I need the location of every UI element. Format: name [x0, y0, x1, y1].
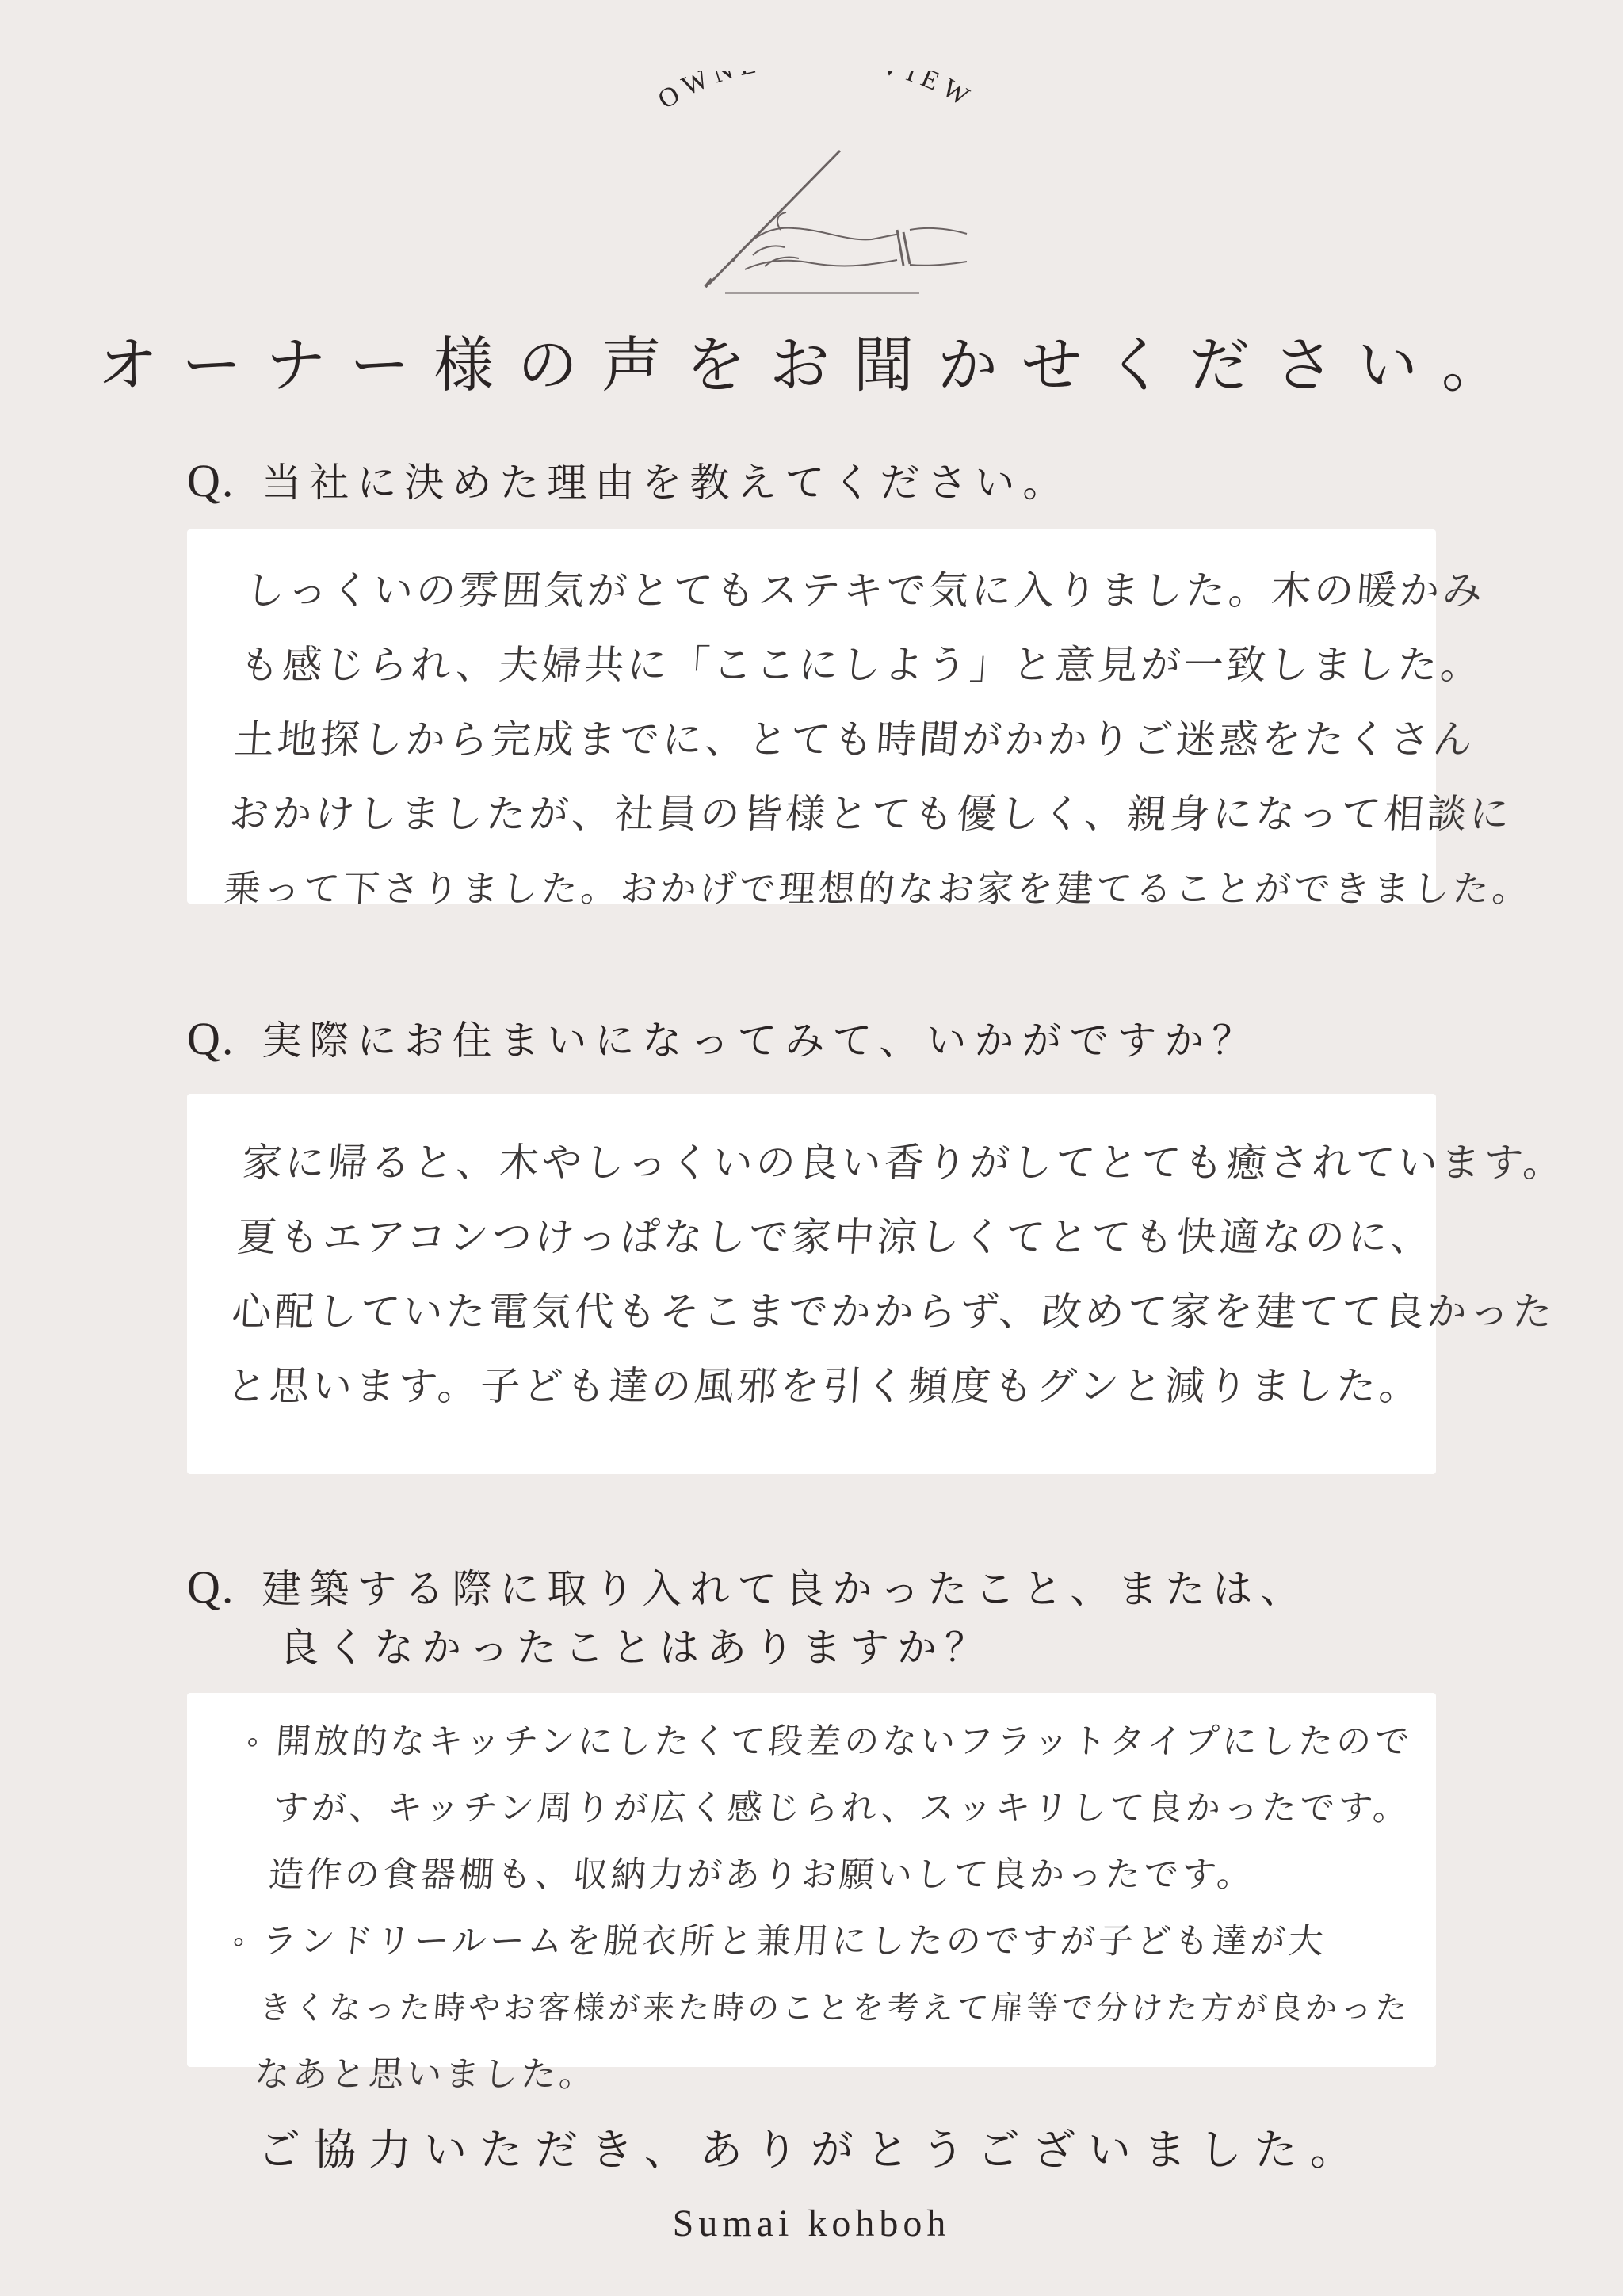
answer-line: 心配していた電気代もそこまでかからず、改めて家を建てて良かった [230, 1289, 1557, 1335]
answer-line: 乗って下さりました。おかげで理想的なお家を建てることができました。 [222, 867, 1533, 910]
company-signature: Sumai kohboh [672, 2202, 951, 2244]
emblem-arc-text: OW IEW [652, 71, 980, 115]
answer-card-2 [187, 1094, 1568, 1474]
answer-line: きくなった時やお客様が来た時のことを考えて扉等で分けた方が良かった [258, 1990, 1411, 2027]
thanks-message: ご協力いただき、ありがとうございました。 [258, 2125, 1365, 2175]
answer-line: ◦ ランドリールームを脱衣所と兼用にしたのですが子ども達が大 [231, 1921, 1328, 1962]
answer-card-1 [187, 529, 1533, 910]
question-mark: Q. [187, 455, 235, 506]
question-text: 当社に決めた理由を教えてください。 [262, 460, 1071, 506]
answer-line: 土地探しから完成までに、とても時間がかかりご迷惑をたくさん [232, 716, 1478, 762]
answer-line: 夏もエアコンつけっぱなしで家中涼しくてとても快適なのに、 [235, 1214, 1435, 1260]
answer-line: 造作の食器棚も、収納力がありお願いして良かったです。 [267, 1855, 1257, 1895]
pen-hand-icon [705, 151, 967, 293]
answer-line: しっくいの雰囲気がとてもステキで気に入りました。木の暖かみ [243, 567, 1487, 613]
handwritten-answer-2 [224, 1125, 1568, 1423]
question-text: 建築する際に取り入れて良かったこと、または、 [262, 1566, 1308, 1612]
handwritten-answer-3 [220, 1709, 1418, 2108]
question-text: 実際にお住まいになってみて、いかがですか？ [262, 1018, 1260, 1064]
answer-card-3 [187, 1693, 1436, 2095]
answer-line: も感じられ、夫婦共に「ここにしよう」と意見が一致しました。 [238, 642, 1485, 688]
question-text-line-2: 良くなかったことはありますか？ [279, 1625, 992, 1671]
question-1 [187, 452, 1070, 512]
question-3 [187, 1558, 1308, 1677]
answer-line: おかけしましたが、社員の皆様とても優しく、親身になって相談に [227, 791, 1514, 837]
answer-line: ◦ 開放的なキッチンにしたくて段差のないフラットタイプにしたので [244, 1721, 1414, 1762]
answer-line: なあと思いました。 [253, 2054, 599, 2095]
question-2 [187, 1010, 1259, 1070]
page-title: オーナー様の声をお聞かせください。 [97, 330, 1526, 400]
handwritten-answer-1 [222, 553, 1533, 926]
owners-review-emblem [586, 71, 1030, 309]
answer-line: 家に帰ると、木やしっくいの良い香りがしてとても癒されています。 [240, 1140, 1568, 1186]
question-mark: Q. [187, 1561, 235, 1613]
answer-line: と思います。子ども達の風邪を引く頻度もグンと減りました。 [225, 1363, 1424, 1409]
question-mark: Q. [187, 1013, 235, 1064]
answer-line: すが、キッチン周りが広く感じられ、スッキリして良かったです。 [272, 1788, 1413, 1828]
